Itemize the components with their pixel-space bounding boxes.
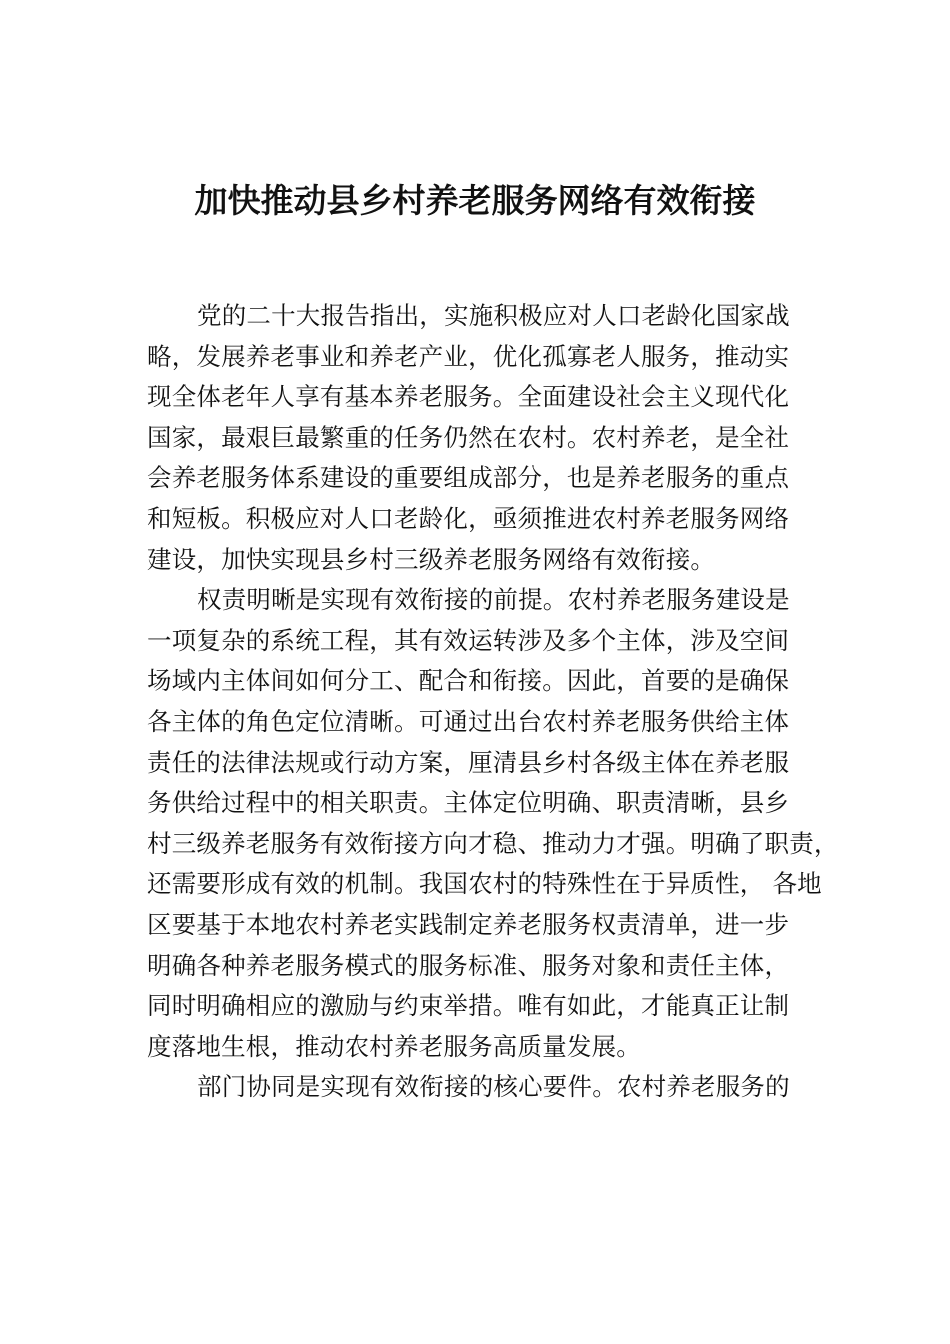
paragraph-line: 略，发展养老事业和养老产业，优化孤寡老人服务，推动实 xyxy=(147,341,790,371)
paragraph-line: 各主体的角色定位清晰。可通过出台农村养老服务供给主体 xyxy=(147,706,790,736)
paragraph-line: 国家，最艰巨最繁重的任务仍然在农村。农村养老，是全社 xyxy=(147,422,790,452)
paragraph-line: 一项复杂的系统工程，其有效运转涉及多个主体，涉及空间 xyxy=(147,625,790,655)
paragraph-line: 责任的法律法规或行动方案，厘清县乡村各级主体在养老服 xyxy=(147,747,790,777)
paragraph-line: 权责明晰是实现有效衔接的前提。农村养老服务建设是 xyxy=(197,585,790,615)
paragraph-line: 同时明确相应的激励与约束举措。唯有如此，才能真正让制 xyxy=(147,991,790,1021)
paragraph-line: 还需要形成有效的机制。我国农村的特殊性在于异质性， 各地 xyxy=(147,869,822,899)
paragraph-line: 党的二十大报告指出，实施积极应对人口老龄化国家战 xyxy=(197,301,790,330)
paragraph-line: 场域内主体间如何分工、配合和衔接。因此，首要的是确保 xyxy=(147,666,790,696)
document-body xyxy=(147,296,837,1108)
paragraph-line: 建设，加快实现县乡村三级养老服务网络有效衔接。 xyxy=(147,544,716,574)
paragraph-line: 会养老服务体系建设的重要组成部分，也是养老服务的重点 xyxy=(147,463,790,493)
document-title: 加快推动县乡村养老服务网络有效衔接 xyxy=(194,181,756,220)
paragraph-1 xyxy=(147,296,837,580)
paragraph-line: 村三级养老服务有效衔接方向才稳、推动力才强。明确了职责， xyxy=(147,828,839,858)
paragraph-line: 度落地生根，推动农村养老服务高质量发展。 xyxy=(147,1031,641,1061)
paragraph-3 xyxy=(147,1067,837,1108)
paragraph-line: 区要基于本地农村养老实践制定养老服务权责清单，进一步 xyxy=(147,909,790,939)
paragraph-2 xyxy=(147,580,837,1067)
paragraph-line: 明确各种养老服务模式的服务标准、服务对象和责任主体， xyxy=(147,950,790,980)
paragraph-line: 和短板。积极应对人口老龄化，亟须推进农村养老服务网络 xyxy=(147,503,790,533)
paragraph-line: 现全体老年人享有基本养老服务。全面建设社会主义现代化 xyxy=(147,382,790,412)
paragraph-line: 部门协同是实现有效衔接的核心要件。农村养老服务的 xyxy=(197,1072,790,1102)
paragraph-line: 务供给过程中的相关职责。主体定位明确、职责清晰，县乡 xyxy=(147,788,790,818)
